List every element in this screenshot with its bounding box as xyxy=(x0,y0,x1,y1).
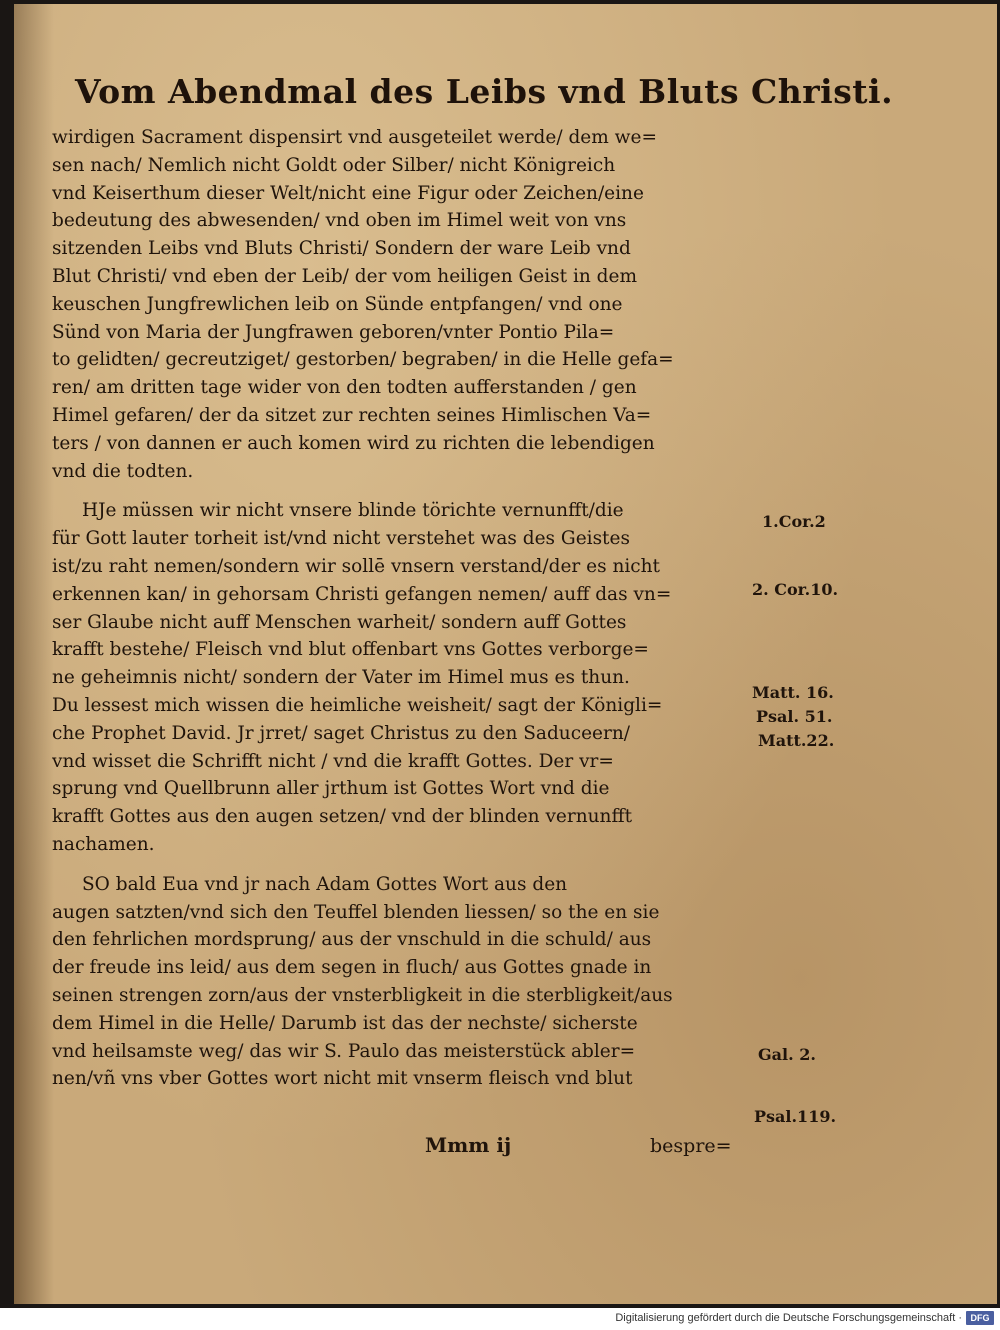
text-line: sen nach/ Nemlich nicht Goldt oder Silber/ nicht Königreich xyxy=(52,154,616,176)
margin-note: Psal. 51. xyxy=(756,707,833,726)
text-line: für Gott lauter torheit ist/vnd nicht verstehet was des Geistes xyxy=(52,528,630,550)
text-line: vnd die todten. xyxy=(52,460,194,482)
margin-note: Matt.22. xyxy=(758,731,835,750)
margin-note: Gal. 2. xyxy=(758,1045,816,1064)
dfg-logo-icon: DFG xyxy=(966,1311,994,1325)
signature-mark: Mmm ij xyxy=(425,1133,512,1157)
text-line: erkennen kan/ in gehorsam Christi gefangen nemen/ auff das vn= xyxy=(52,583,672,605)
text-line: nachamen. xyxy=(52,833,155,855)
text-line: vnd wisset die Schrifft nicht / vnd die krafft Gottes. Der vr= xyxy=(52,750,614,772)
text-line: bedeutung des abwesenden/ vnd oben im Himel weit von vns xyxy=(52,210,627,232)
text-line: sitzenden Leibs vnd Bluts Christi/ Sondern der ware Leib vnd xyxy=(52,238,631,260)
paragraph-gap xyxy=(52,859,757,871)
catchword: bespre= xyxy=(650,1135,732,1157)
page-footer xyxy=(380,1133,820,1161)
text-line: keuschen Jungfrewlichen leib on Sünde entpfangen/ vnd one xyxy=(52,293,623,315)
text-line: SO bald Eua vnd jr nach Adam Gottes Wort aus den xyxy=(82,873,568,895)
text-line: vnd heilsamste weg/ das wir S. Paulo das meisterstück abler= xyxy=(52,1040,636,1062)
text-line: krafft bestehe/ Fleisch vnd blut offenbart vns Gottes verborge= xyxy=(52,639,649,661)
text-line: Blut Christi/ vnd eben der Leib/ der vom heiligen Geist in dem xyxy=(52,265,637,287)
text-line: ren/ am dritten tage wider von den todten aufferstanden / gen xyxy=(52,377,637,399)
page-title: Vom Abendmal des Leibs vnd Bluts Christi. xyxy=(75,72,894,111)
text-line: den fehrlichen mordsprung/ aus der vnschuld in die schuld/ aus xyxy=(52,929,652,951)
text-line: to gelidten/ gecreutziget/ gestorben/ begraben/ in die Helle gefa= xyxy=(52,349,674,371)
paragraph-gap xyxy=(52,485,757,497)
funding-credit: Digitalisierung gefördert durch die Deutsche Forschungsgemeinschaft · xyxy=(615,1312,962,1324)
text-line: dem Himel in die Helle/ Darumb ist das der nechste/ sicherste xyxy=(52,1012,638,1034)
text-line: ser Glaube nicht auff Menschen warheit/ sondern auff Gottes xyxy=(52,611,627,633)
text-line: der freude ins leid/ aus dem segen in fluch/ aus Gottes gnade in xyxy=(52,957,652,979)
text-line: Sünd von Maria der Jungfrawen geboren/vnter Pontio Pila= xyxy=(52,321,615,343)
text-line: krafft Gottes aus den augen setzen/ vnd der blinden vernunfft xyxy=(52,806,633,828)
text-line: ne geheimnis nicht/ sondern der Vater im Himel mus es thun. xyxy=(52,667,630,689)
text-line: nen/vñ vns vber Gottes wort nicht mit vnserm fleisch vnd blut xyxy=(52,1068,633,1090)
text-line: HJe müssen wir nicht vnsere blinde törichte vernunfft/die xyxy=(82,500,624,522)
text-line: ters / von dannen er auch komen wird zu richten die lebendigen xyxy=(52,432,655,454)
text-line: Himel gefaren/ der da sitzet zur rechten seines Himlischen Va= xyxy=(52,404,652,426)
text-line: Du lessest mich wissen die heimliche weisheit/ sagt der Königli= xyxy=(52,694,663,716)
text-line: wirdigen Sacrament dispensirt vnd ausgeteilet werde/ dem we= xyxy=(52,127,657,148)
text-line: augen satzten/vnd sich den Teuffel blenden liessen/ so the en sie xyxy=(52,901,660,923)
text-line: ist/zu raht nemen/sondern wir sollē vnsern verstand/der es nicht xyxy=(52,555,660,577)
margin-note: 1.Cor.2 xyxy=(762,512,826,531)
text-line: sprung vnd Quellbrunn aller jrthum ist Gottes Wort vnd die xyxy=(52,778,610,800)
margin-note: Psal.119. xyxy=(754,1107,837,1126)
body-text xyxy=(52,124,757,1093)
margin-note: 2. Cor.10. xyxy=(752,580,839,599)
margin-note: Matt. 16. xyxy=(752,683,834,702)
text-line: che Prophet David. Jr jrret/ saget Christus zu den Saduceern/ xyxy=(52,722,630,744)
text-line: seinen strengen zorn/aus der vnsterbligkeit in die sterbligkeit/aus xyxy=(52,984,673,1006)
text-line: vnd Keiserthum dieser Welt/nicht eine Figur oder Zeichen/eine xyxy=(52,182,644,204)
